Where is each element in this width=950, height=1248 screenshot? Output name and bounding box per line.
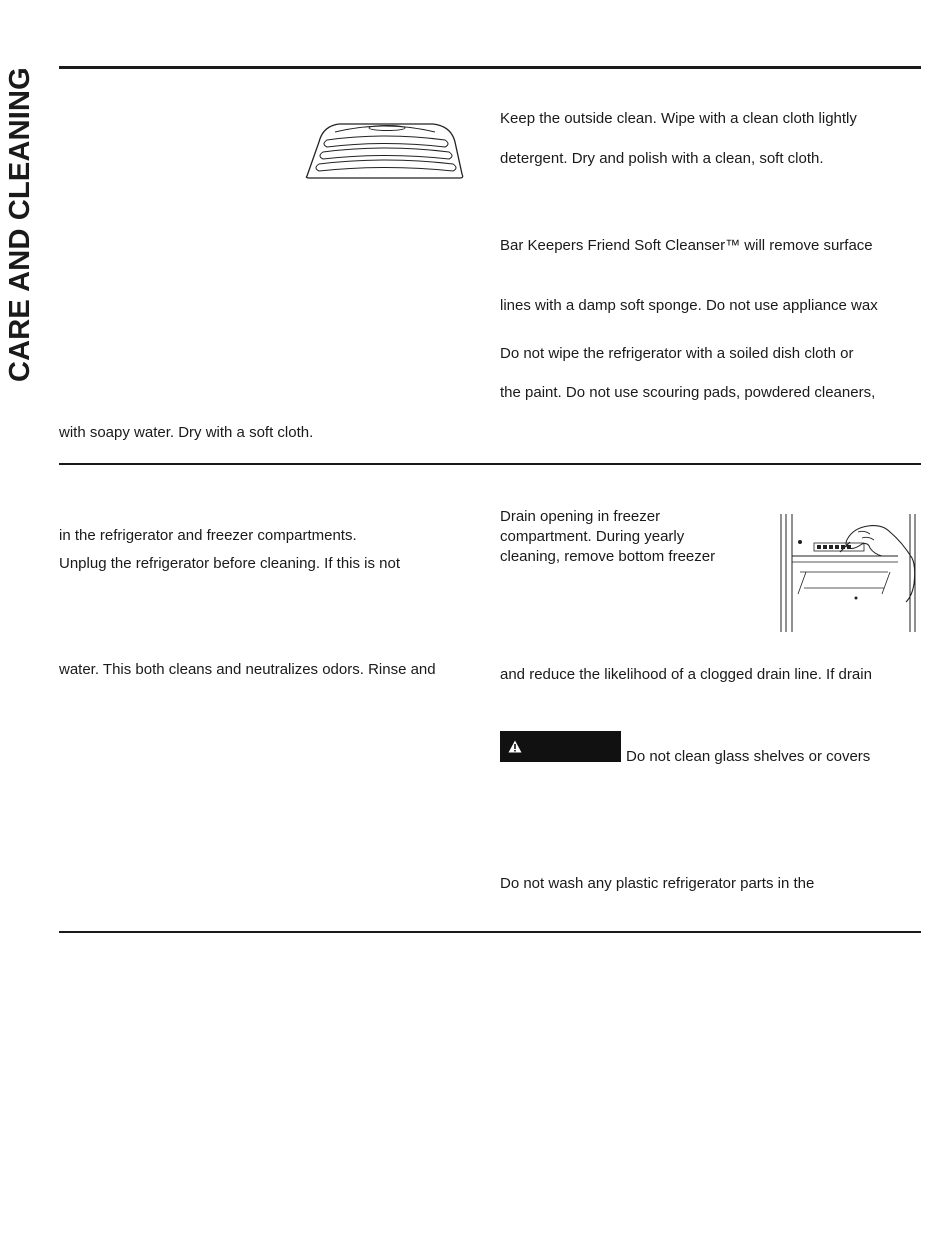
caution-badge [500, 731, 621, 762]
bottom-divider [59, 931, 921, 933]
drain-caption-line-2: compartment. During yearly [500, 528, 685, 545]
inside-text-line-3: water. This both cleans and neutralizes odors. Rinse and [59, 661, 436, 678]
outside-text-left: with soapy water. Dry with a soft cloth. [59, 424, 314, 441]
outside-text-line-1: Keep the outside clean. Wipe with a clean cloth lightly [500, 110, 857, 127]
caution-text: Do not clean glass shelves or covers [626, 748, 871, 765]
inside-text-line-1: in the refrigerator and freezer compartments. [59, 527, 357, 544]
handle-illustration [305, 118, 465, 182]
drain-caption-line-3: cleaning, remove bottom freezer [500, 548, 716, 565]
outside-text-line-6: the paint. Do not use scouring pads, powdered cleaners, [500, 384, 876, 401]
inside-right-line-3: Do not wash any plastic refrigerator parts in the [500, 875, 815, 892]
outside-text-line-4: lines with a damp soft sponge. Do not use appliance wax [500, 297, 878, 314]
inside-right-line-1: and reduce the likelihood of a clogged drain line. If drain [500, 666, 872, 683]
drain-caption-line-1: Drain opening in freezer [500, 508, 661, 525]
section-divider [59, 463, 921, 465]
outside-text-line-3: Bar Keepers Friend Soft Cleanser™ will remove surface [500, 237, 873, 254]
top-divider [59, 66, 921, 69]
freezer-drain-illustration [778, 512, 920, 634]
outside-text-line-5: Do not wipe the refrigerator with a soiled dish cloth or [500, 345, 854, 362]
inside-text-line-2: Unplug the refrigerator before cleaning. If this is not [59, 555, 401, 572]
warning-triangle-icon [508, 740, 522, 753]
outside-text-line-2: detergent. Dry and polish with a clean, soft cloth. [500, 150, 824, 167]
section-title: CARE AND CLEANING [4, 67, 36, 382]
drain-caption [500, 507, 715, 567]
